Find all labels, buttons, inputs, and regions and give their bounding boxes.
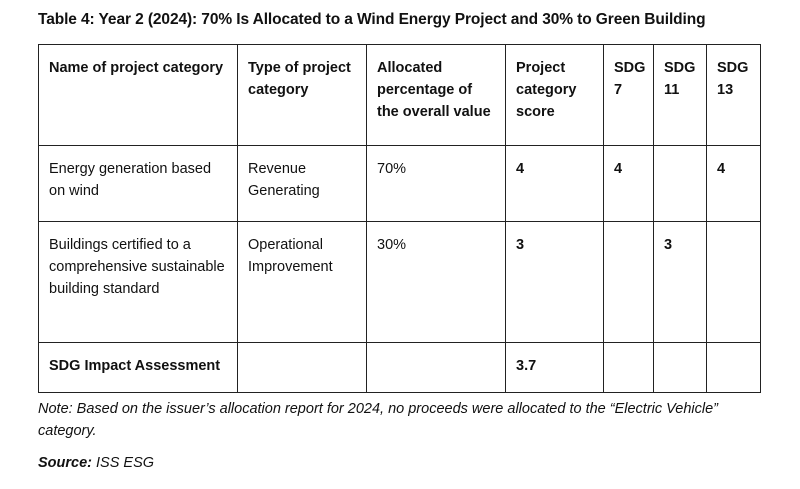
cell-sdg7: [604, 222, 654, 343]
header-type: Type of project category: [238, 45, 367, 146]
allocation-table: [38, 44, 761, 393]
header-score: Project category score: [506, 45, 604, 146]
cell-name: Energy generation based on wind: [39, 146, 238, 222]
cell-sdg11: [654, 146, 707, 222]
table-row: [39, 146, 761, 222]
summary-empty-cell: [238, 343, 367, 393]
summary-row: [39, 343, 761, 393]
summary-empty-cell: [654, 343, 707, 393]
summary-empty-cell: [707, 343, 761, 393]
header-sdg7: SDG 7: [604, 45, 654, 146]
cell-allocated: 30%: [367, 222, 506, 343]
cell-allocated: 70%: [367, 146, 506, 222]
table-title: Table 4: Year 2 (2024): 70% Is Allocated to a Wind Energy Project and 30% to Green Building: [38, 11, 706, 28]
table-row: [39, 222, 761, 343]
cell-sdg13: 4: [707, 146, 761, 222]
summary-empty-cell: [367, 343, 506, 393]
source-line: [38, 455, 154, 471]
cell-sdg11: 3: [654, 222, 707, 343]
cell-sdg7: 4: [604, 146, 654, 222]
header-sdg11: SDG 11: [654, 45, 707, 146]
header-name: Name of project category: [39, 45, 238, 146]
summary-score: 3.7: [506, 343, 604, 393]
summary-name: SDG Impact Assessment: [39, 343, 238, 393]
source-label: Source:: [38, 455, 92, 471]
header-sdg13: SDG 13: [707, 45, 761, 146]
cell-name: Buildings certified to a comprehensive sustainable building standard: [39, 222, 238, 343]
table-note: Note: Based on the issuer’s allocation report for 2024, no proceeds were allocated to the “Electric Vehicle” category.: [38, 401, 718, 439]
table-header-row: [39, 45, 761, 146]
source-value: ISS ESG: [96, 455, 155, 471]
cell-score: 3: [506, 222, 604, 343]
cell-type: Revenue Generating: [238, 146, 367, 222]
summary-empty-cell: [604, 343, 654, 393]
header-allocated: Allocated percentage of the overall value: [367, 45, 506, 146]
cell-type: Operational Improvement: [238, 222, 367, 343]
cell-sdg13: [707, 222, 761, 343]
cell-score: 4: [506, 146, 604, 222]
